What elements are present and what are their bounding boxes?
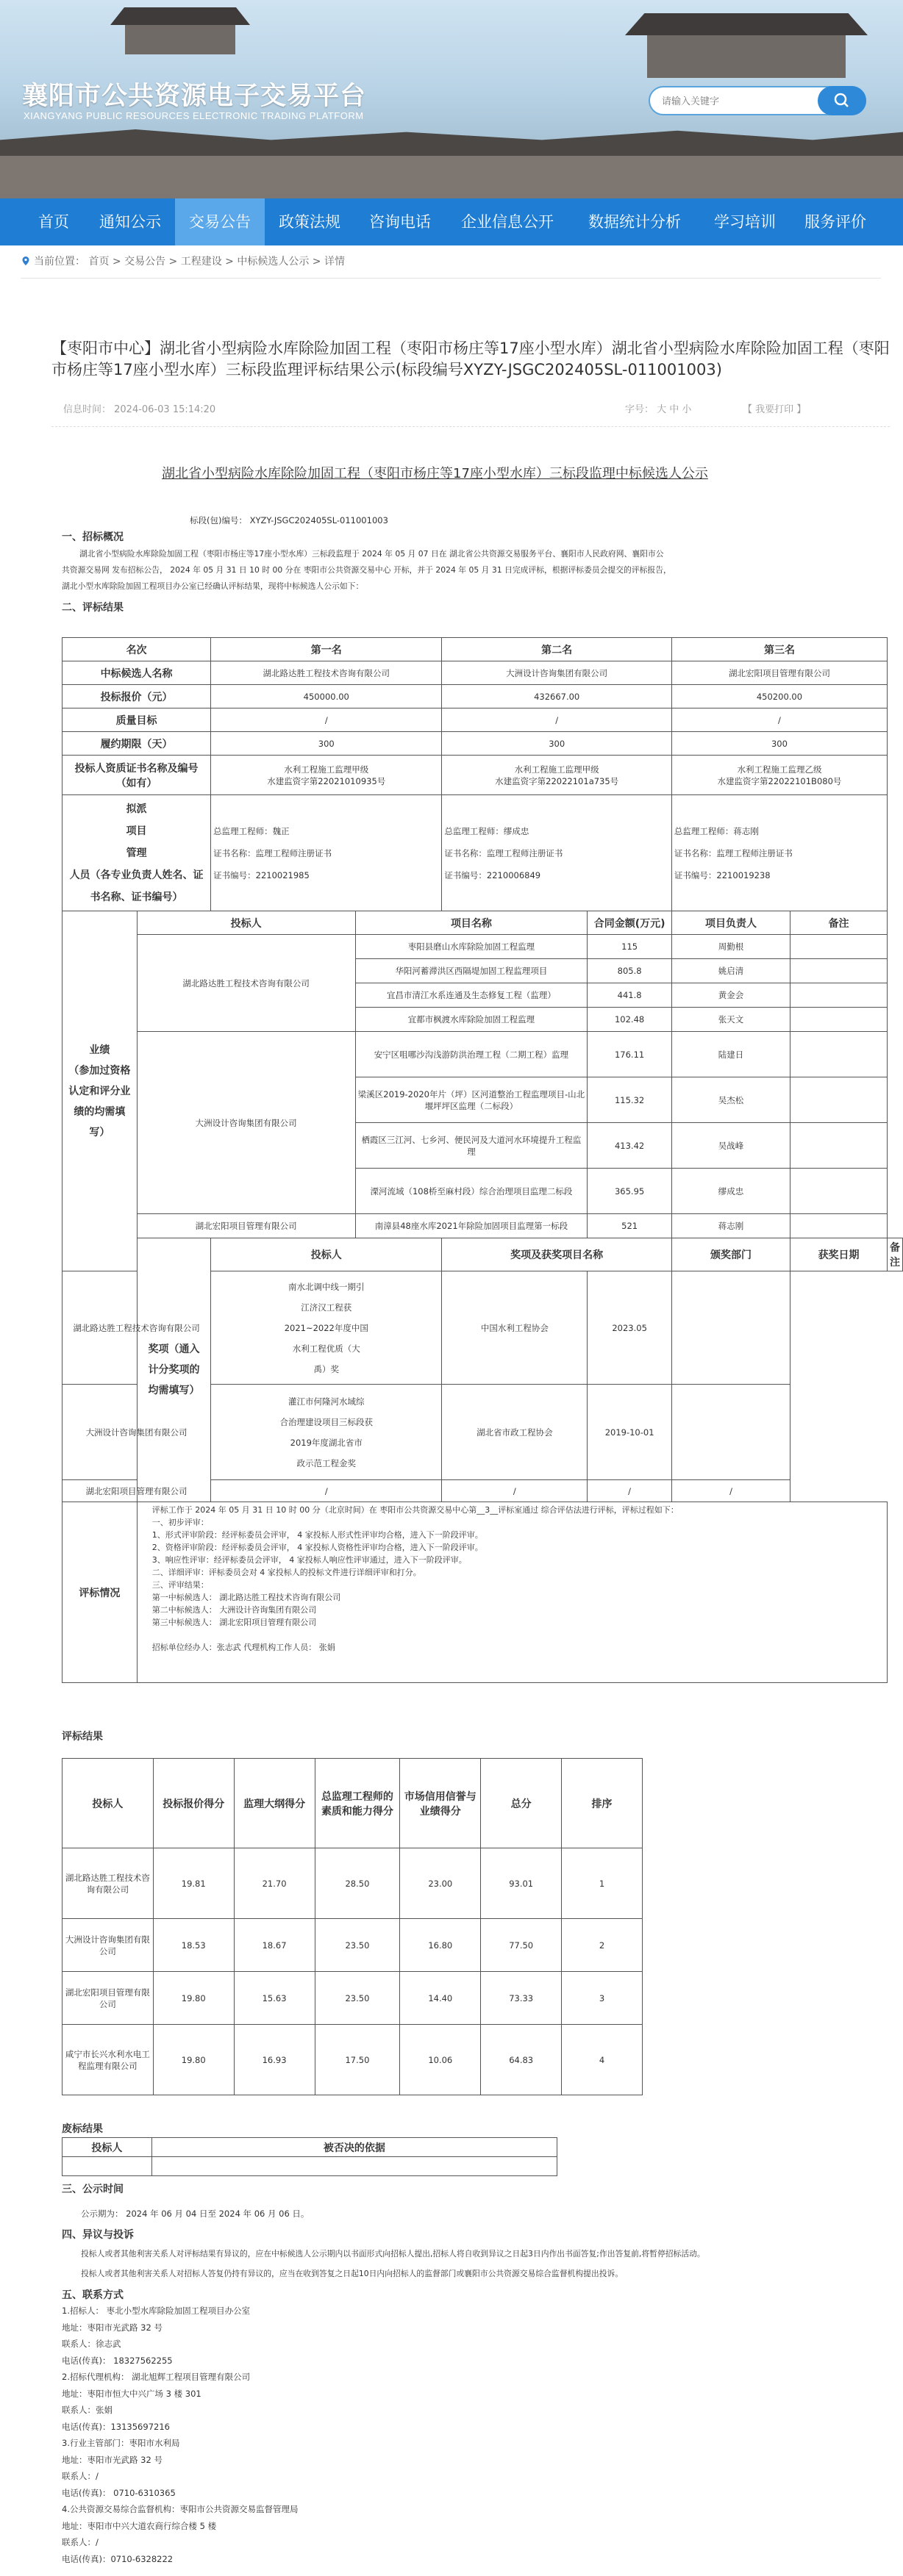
page-title: 【枣阳市中心】湖北省小型病险水库除险加固工程（枣阳市杨庄等17座小型水库）湖北省小型病险水库除险加固工程（枣阳市杨庄等17座小型水库）三标段监理评标结果公示(标段编号XYZY-JSGC202405SL-011001003): [51, 340, 890, 378]
perf-head-remark: 备注: [790, 911, 888, 935]
section-code: 标段(包)编号： XYZY-JSGC202405SL-011001003: [190, 515, 388, 525]
reject-table: [62, 2137, 557, 2176]
pm-2: 总监理工程师：缪成忠 证书名称：监理工程师注册证书 证书编号：2210006849: [442, 795, 672, 911]
perf-project: 栖霞区三江河、七乡河、便民河及大道河水环境提升工程监理: [355, 1123, 588, 1169]
perf-remark: [790, 1123, 888, 1169]
award-bidder: 湖北路达胜工程技术咨询有限公司: [63, 1271, 211, 1385]
rank-2: 第二名: [442, 638, 672, 661]
breadcrumb: [21, 254, 345, 268]
score-head-total: 总分: [481, 1759, 562, 1848]
score-bidder: 咸宁市长兴水利水电工程监理有限公司: [63, 2025, 154, 2095]
award-name: 灌江市何隆河水域综 合治理建设项目三标段获 2019年度湖北省市 政示范工程金奖: [211, 1385, 442, 1480]
score-director: 23.50: [315, 1919, 400, 1972]
cert-3: 水利工程施工监理乙级 水建监资字第22022101B080号: [671, 756, 887, 795]
perf-head-manager: 项目负责人: [671, 911, 790, 935]
award-remark: /: [671, 1480, 790, 1502]
pm-1: 总监理工程师：魏正 证书名称：监理工程师注册证书 证书编号：2210021985: [211, 795, 442, 911]
award-head-date: 获奖日期: [790, 1238, 888, 1271]
perf-project: 安宁区咀哪沙沟浅游防洪治理工程（二期工程）监理: [355, 1032, 588, 1077]
quality-1: /: [211, 708, 442, 732]
score-rank: 3: [562, 1972, 643, 2025]
score-credit: 10.06: [400, 2025, 481, 2095]
perf-head-bidder: 投标人: [137, 911, 355, 935]
candidate-1: 湖北路达胜工程技术咨询有限公司: [211, 661, 442, 685]
price-label: 投标报价（元）: [63, 685, 211, 708]
candidate-label: 中标候选人名称: [63, 661, 211, 685]
notice-title: 湖北省小型病险水库除险加固工程（枣阳市杨庄等17座小型水库）三标段监理中标候选人公示: [162, 466, 708, 481]
palace-roof: [625, 13, 868, 35]
perf-project: 华阳河蓄滞洪区西隔堤加固工程监理项目: [355, 959, 588, 983]
site-subtitle: XIANGYANG PUBLIC RESOURCES ELECTRONIC TRADING PLATFORM: [24, 110, 364, 121]
cert-label: 投标人资质证书名称及编号 （如有）: [63, 756, 211, 795]
nav-notices[interactable]: 通知公示: [99, 213, 161, 231]
pavilion: [125, 25, 235, 54]
price-1: 450000.00: [211, 685, 442, 708]
score-rank: 2: [562, 1919, 643, 1972]
candidate-table: [62, 637, 903, 1683]
score-table: [62, 1758, 643, 2095]
score-rank: 4: [562, 2025, 643, 2095]
score-rank: 1: [562, 1848, 643, 1919]
score-bidder: 湖北路达胜工程技术咨询有限公司: [63, 1848, 154, 1919]
perf-bidder: 湖北路达胜工程技术咨询有限公司: [137, 935, 355, 1032]
score-price: 18.53: [153, 1919, 234, 1972]
rank-1: 第一名: [211, 638, 442, 661]
perf-manager: 吴杰松: [671, 1077, 790, 1123]
perf-remark: [790, 1077, 888, 1123]
nav-home[interactable]: 首页: [38, 213, 69, 231]
score-credit: 23.00: [400, 1848, 481, 1919]
perf-manager: 缪成忠: [671, 1169, 790, 1214]
perf-amount: 115: [588, 935, 672, 959]
perf-amount: 365.95: [588, 1169, 672, 1214]
award-bidder: 大洲设计咨询集团有限公司: [63, 1385, 211, 1480]
perf-amount: 102.48: [588, 1008, 672, 1032]
pm-3: 总监理工程师：蒋志刚 证书名称：监理工程师注册证书 证书编号：2210019238: [671, 795, 887, 911]
cert-1: 水利工程施工监理甲级 水建监资字第22021010935号: [211, 756, 442, 795]
score-price: 19.80: [153, 1972, 234, 2025]
perf-project: 溧河流域（108桥至麻村段）综合治理项目监理二标段: [355, 1169, 588, 1214]
score-price: 19.81: [153, 1848, 234, 1919]
nav-evaluation[interactable]: 服务评价: [804, 213, 866, 231]
perf-amount: 805.8: [588, 959, 672, 983]
perf-remark: [790, 1008, 888, 1032]
quality-3: /: [671, 708, 887, 732]
heading-overview: 一、招标概况: [62, 531, 124, 543]
perf-project: 梁溪区2019-2020年片（坪）区河道整治工程监理项目-山北堰坪坪区监理（二标段）: [355, 1077, 588, 1123]
perf-project: 枣阳县磨山水库除险加固工程监理: [355, 935, 588, 959]
font-size-switch[interactable]: 字号： 大 中 小: [625, 404, 692, 415]
perf-manager: 周勤根: [671, 935, 790, 959]
score-outline: 21.70: [234, 1848, 315, 1919]
pavilion-roof: [110, 7, 250, 25]
award-dept: 中国水利工程协会: [442, 1271, 588, 1385]
perf-manager: 张天文: [671, 1008, 790, 1032]
perf-amount: 441.8: [588, 983, 672, 1008]
location-icon: [21, 256, 31, 266]
breadcrumb-text[interactable]: 当前位置： 首页 > 交易公告 > 工程建设 > 中标候选人公示 > 详情: [34, 256, 345, 268]
perf-remark: [790, 935, 888, 959]
perf-project: 宜昌市清江水系连通及生态修复工程（监理）: [355, 983, 588, 1008]
reject-bidder: [63, 2157, 152, 2176]
award-bidder: 湖北宏阳项目管理有限公司: [63, 1480, 211, 1502]
overview-line-3: 湖北小型水库除险加固工程项目办公室已经确认评标结果，现将中标候选人公示如下：: [62, 581, 364, 591]
perf-bidder: 湖北宏阳项目管理有限公司: [137, 1214, 355, 1238]
search-icon: [818, 86, 866, 115]
site-title: 襄阳市公共资源电子交易平台: [22, 82, 367, 111]
quality-label: 质量目标: [63, 708, 211, 732]
quality-2: /: [442, 708, 672, 732]
reject-head-basis: 被否决的依据: [151, 2138, 557, 2157]
perf-remark: [790, 959, 888, 983]
publicity-period: 公示期为： 2024 年 06 月 04 日至 2024 年 06 月 06 日。: [81, 2209, 310, 2219]
award-head-name: 奖项及获奖项目名称: [442, 1238, 672, 1271]
nav-policies[interactable]: 政策法规: [279, 213, 340, 231]
price-3: 450200.00: [671, 685, 887, 708]
search-input[interactable]: [662, 93, 824, 110]
award-name: /: [211, 1480, 442, 1502]
rank-3: 第三名: [671, 638, 887, 661]
period-3: 300: [671, 732, 887, 756]
period-label: 履约期限（天）: [63, 732, 211, 756]
overview-line-2: 共资源交易网 发布招标公告， 2024 年 05 月 31 日 10 时 00 分在 枣阳市公共资源交易中心 开标，并于 2024 年 05 月 31 日完成评标，根据评标委员会提交的评标报告，: [62, 565, 671, 575]
cert-2: 水利工程施工监理甲级 水建监资字第22022101a735号: [442, 756, 672, 795]
candidate-3: 湖北宏阳项目管理有限公司: [671, 661, 887, 685]
score-head-outline: 监理大纲得分: [234, 1759, 315, 1848]
award-head-dept: 颁奖部门: [671, 1238, 790, 1271]
score-credit: 14.40: [400, 1972, 481, 2025]
perf-remark: [790, 983, 888, 1008]
score-head-director: 总监理工程师的素质和能力得分: [315, 1759, 400, 1848]
perf-project: 南漳县48座水库2021年除险加固项目监理第一标段: [355, 1214, 588, 1238]
score-bidder: 湖北宏阳项目管理有限公司: [63, 1972, 154, 2025]
performance-label: 业绩 （参加过资格 认定和评分业 绩的均需填 写）: [63, 911, 138, 1271]
score-head-rank: 排序: [562, 1759, 643, 1848]
award-remark: [671, 1271, 790, 1385]
perf-amount: 521: [588, 1214, 672, 1238]
award-head-bidder: 投标人: [211, 1238, 442, 1271]
publish-time: 信息时间： 2024-06-03 15:14:20: [63, 404, 216, 415]
perf-remark: [790, 1032, 888, 1077]
score-head-credit: 市场信用信誉与业绩得分: [400, 1759, 481, 1848]
perf-amount: 115.32: [588, 1077, 672, 1123]
contacts: 1.招标人： 枣北小型水库除险加固工程项目办公室 地址：枣阳市光武路 32 号 联系人：徐志武 电话(传真)： 18327562255 2.招标代理机构： 湖北旭辉工程项目管理有限公司 地址：枣阳市恒大中兴广场 3 楼 301 联系人：张娟 电话(传真)：13135697216 3.行业主管部门：枣阳市水利局 地址：枣阳市光武路 32 号 联系人：/ 电话(传真)： 0710-6310365 4.公共资源交易综合监督机构：枣阳市公共资源交易监督管理局 地址：枣阳市中兴大道农商行综合楼 5 楼 联系人：/ 电话(传真)：0710-6328222: [62, 2306, 299, 2564]
award-dept: /: [442, 1480, 588, 1502]
award-label: 奖项（通入 计分奖项的 均需填写）: [137, 1238, 210, 1502]
award-date: 2023.05: [588, 1271, 672, 1385]
palace: [647, 35, 846, 78]
print-button[interactable]: 【 我要打印 】: [743, 404, 807, 415]
perf-manager: 陆建日: [671, 1032, 790, 1077]
perf-manager: 黄金会: [671, 983, 790, 1008]
perf-bidder: 大洲设计咨询集团有限公司: [137, 1032, 355, 1214]
nav-enterprise-info[interactable]: 企业信息公开: [461, 213, 554, 231]
score-director: 17.50: [315, 2025, 400, 2095]
heading-results: 二、评标结果: [62, 602, 124, 614]
perf-manager: 蒋志刚: [671, 1214, 790, 1238]
reject-title: 废标结果: [62, 2123, 103, 2135]
period-1: 300: [211, 732, 442, 756]
price-2: 432667.00: [442, 685, 672, 708]
eval-label: 评标情况: [63, 1502, 138, 1683]
perf-head-amount: 合同金额(万元): [588, 911, 672, 935]
perf-amount: 413.42: [588, 1123, 672, 1169]
divider: [51, 426, 890, 427]
award-date: /: [588, 1480, 672, 1502]
perf-remark: [790, 1169, 888, 1214]
score-outline: 16.93: [234, 2025, 315, 2095]
rank-header: 名次: [63, 638, 211, 661]
score-outline: 15.63: [234, 1972, 315, 2025]
award-date: 2019-10-01: [588, 1385, 672, 1480]
heading-publicity: 三、公示时间: [62, 2184, 124, 2195]
nav-statistics[interactable]: 数据统计分析: [588, 213, 681, 231]
award-dept: 湖北省市政工程协会: [442, 1385, 588, 1480]
score-total: 73.33: [481, 1972, 562, 2025]
score-price: 19.80: [153, 2025, 234, 2095]
search-box: [649, 86, 866, 115]
score-title: 评标结果: [62, 1731, 103, 1743]
nav-hotline[interactable]: 咨询电话: [369, 213, 431, 231]
score-head-bidder: 投标人: [63, 1759, 154, 1848]
score-total: 93.01: [481, 1848, 562, 1919]
score-bidder: 大洲设计咨询集团有限公司: [63, 1919, 154, 1972]
candidate-2: 大洲设计咨询集团有限公司: [442, 661, 672, 685]
score-total: 64.83: [481, 2025, 562, 2095]
score-director: 28.50: [315, 1848, 400, 1919]
objection-line-2: 投标人或者其他利害关系人对招标人答复仍持有异议的，应当在收到答复之日起10日内向招标人的监督部门或襄阳市公共资源交易综合监督机构提出投诉。: [81, 2269, 624, 2278]
perf-project: 宜都市枫渡水库除险加固工程监理: [355, 1008, 588, 1032]
search-button[interactable]: [818, 86, 866, 115]
overview-line-1: 湖北省小型病险水库除险加固工程（枣阳市杨庄等17座小型水库）三标段监理于 2024 年 05 月 07 日在 湖北省公共资源交易服务平台、襄阳市人民政府网、襄阳市公: [79, 549, 664, 559]
perf-head-project: 项目名称: [355, 911, 588, 935]
perf-manager: 姚启清: [671, 959, 790, 983]
pm-label: 拟派 项目 管理 人员（各专业负责人姓名、证 书名称、证书编号）: [63, 795, 211, 911]
score-credit: 16.80: [400, 1919, 481, 1972]
objection-line-1: 投标人或者其他利害关系人对评标结果有异议的，应在中标候选人公示期内以书面形式向招标人提出,招标人将自收到异议之日起3日内作出书面答复;作出答复前,将暂停招标活动。: [81, 2249, 705, 2259]
perf-manager: 吴战峰: [671, 1123, 790, 1169]
nav-announcements[interactable]: 交易公告: [175, 198, 265, 245]
score-total: 77.50: [481, 1919, 562, 1972]
award-name: 南水北调中线一期引 江济汉工程获 2021~2022年度中国 水利工程优质（大 禹）奖: [211, 1271, 442, 1385]
eval-detail: 评标工作于 2024 年 05 月 31 日 10 时 00 分（北京时间）在 枣阳市公共资源交易中心第__3__评标室通过 综合评估法进行评标，评标过程如下： 一、初步评审： 1、形式评审阶段：经评标委员会评审， 4 家投标人形式性评审均合格，进入下一阶段评审。 2、资格评审阶段：经评标委员会评审， 4 家投标人资格性评审均合格，进入下一阶段评审。 3、响应性评审：经评标委员会评审， 4 家投标人响应性评审通过，进入下一阶段评审。 二、详细评审：评标委员会对 4 家投标人的投标文件进行详细评审和打分。 三、评审结果： 第一中标候选人： 湖北路达胜工程技术咨询有限公司 第二中标候选人： 大洲设计咨询集团有限公司 第三中标候选人： 湖北宏阳项目管理有限公司 招标单位经办人：张志武 代理机构工作人员： 张娟: [137, 1502, 887, 1683]
score-head-price: 投标报价得分: [153, 1759, 234, 1848]
score-outline: 18.67: [234, 1919, 315, 1972]
main-nav: [0, 198, 903, 245]
perf-amount: 176.11: [588, 1032, 672, 1077]
period-2: 300: [442, 732, 672, 756]
reject-basis: [151, 2157, 557, 2176]
divider: [21, 278, 881, 279]
reject-head-bidder: 投标人: [63, 2138, 152, 2157]
award-head-remark: 备注: [888, 1238, 903, 1271]
building-row: [0, 156, 903, 198]
heading-contacts: 五、联系方式: [62, 2289, 124, 2301]
site-header: [0, 0, 903, 198]
award-remark: [671, 1385, 790, 1480]
score-director: 23.50: [315, 1972, 400, 2025]
heading-objection: 四、异议与投诉: [62, 2229, 134, 2241]
nav-training[interactable]: 学习培训: [714, 213, 776, 231]
rooftops: [0, 129, 903, 156]
perf-remark: [790, 1214, 888, 1238]
